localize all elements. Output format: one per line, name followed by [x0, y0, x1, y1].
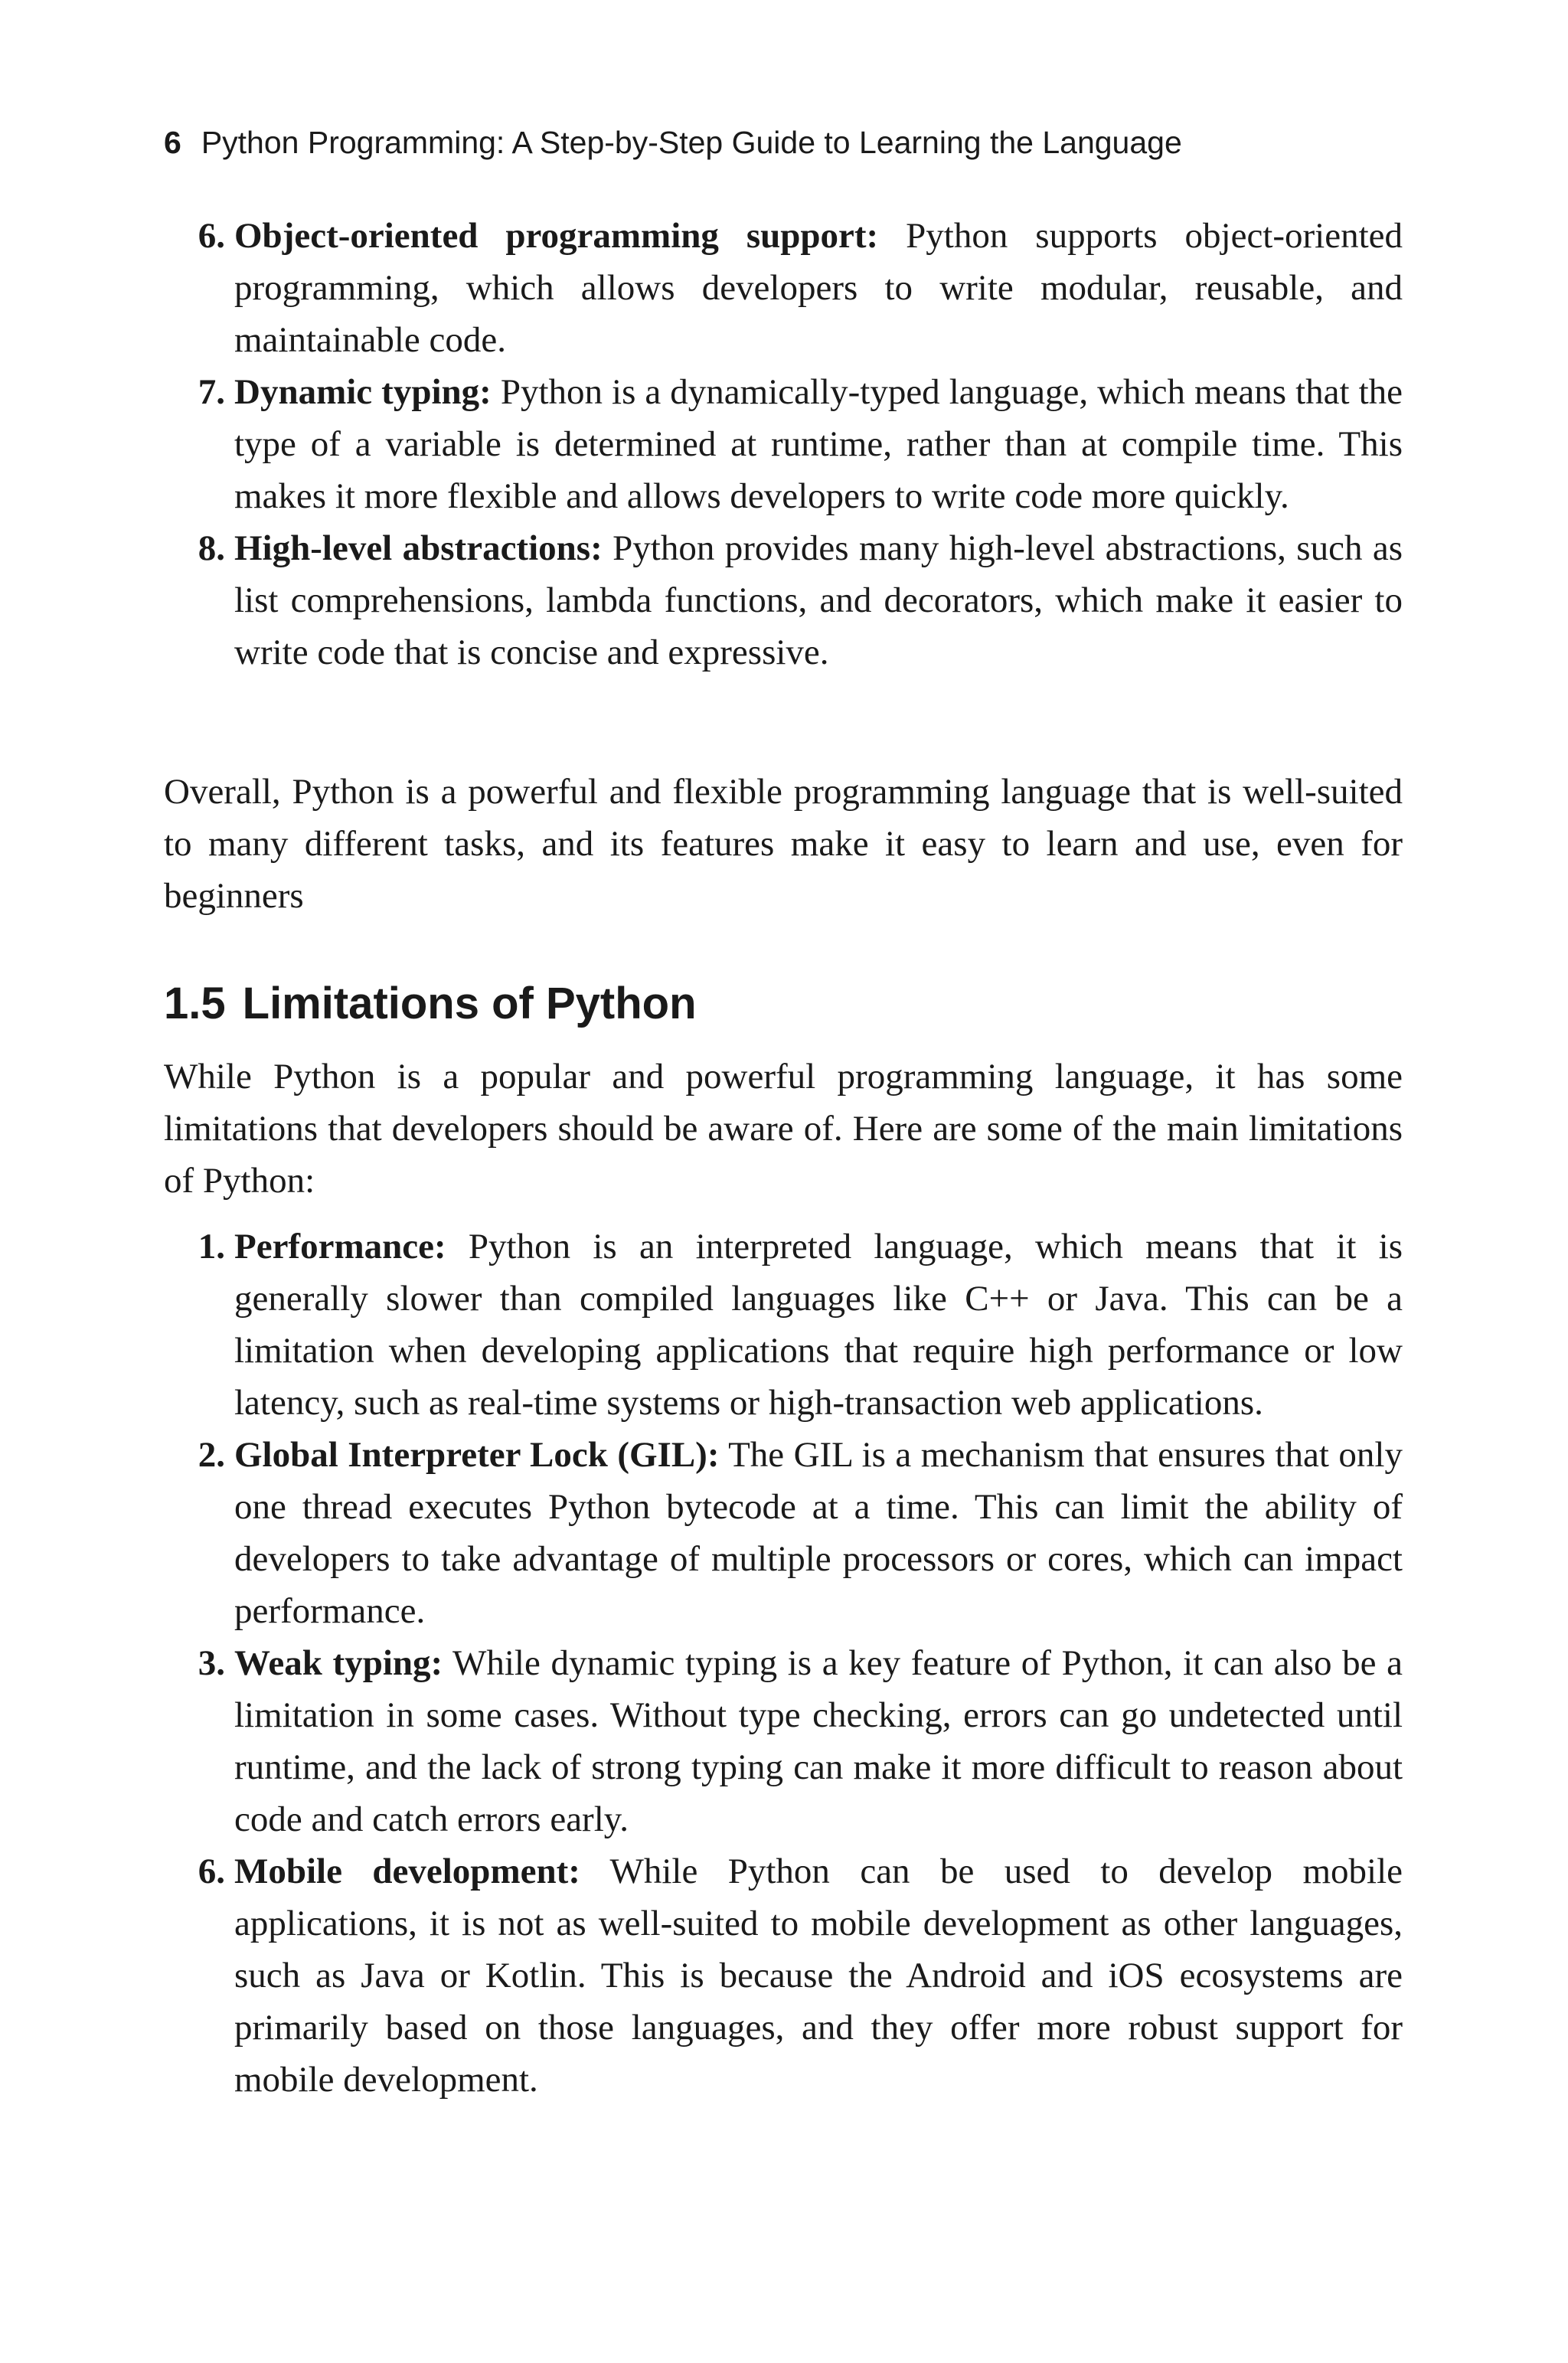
item-number: 3.	[198, 1643, 225, 1683]
limitations-list	[164, 1221, 1403, 2106]
list-item	[164, 210, 1403, 366]
item-term: High-level abstractions:	[234, 528, 603, 568]
item-text: Python is a dynamically-typed language, which means that the type of a variable is determined at runtime, rather than at compile time. This makes it more flexible and allows developers to write code more quickly.	[234, 372, 1403, 516]
item-text: The GIL is a mechanism that ensures that only one thread executes Python bytecode at a time. This can limit the ability of developers to take advantage of multiple processors or cores, which can impact performance.	[234, 1435, 1403, 1631]
item-number: 1.	[198, 1227, 225, 1266]
item-term: Performance:	[234, 1227, 446, 1266]
item-text: While dynamic typing is a key feature of Python, it can also be a limitation in some cases. Without type checking, errors can go undetected until runtime, and the lack of strong typing can make it more difficult to reason about code and catch errors early.	[234, 1643, 1403, 1839]
item-number: 6.	[198, 216, 225, 256]
item-term: Weak typing:	[234, 1643, 443, 1683]
overall-paragraph: Overall, Python is a powerful and flexible programming language that is well-suited to many different tasks, and its features make it easy to learn and use, even for beginners	[164, 772, 1403, 916]
item-text: While Python can be used to develop mobile applications, it is not as well-suited to mobile development as other languages, such as Java or Kotlin. This is because the Android and iOS ecosystems are primarily based on those languages, and they offer more robust support for mobile development.	[234, 1852, 1403, 2100]
running-header	[164, 121, 1182, 164]
item-number: 8.	[198, 528, 225, 568]
item-term: Global Interpreter Lock (GIL):	[234, 1435, 720, 1475]
item-text: Python provides many high-level abstractions, such as list comprehensions, lambda functions, and decorators, which make it easier to write code that is concise and expressive.	[234, 528, 1403, 672]
item-number: 6.	[198, 1852, 225, 1891]
page-number: 6	[164, 125, 181, 160]
section-title: Limitations of Python	[242, 979, 697, 1028]
item-term: Object-oriented programming support:	[234, 216, 879, 256]
list-item	[164, 1845, 1403, 2106]
item-number: 7.	[198, 372, 225, 412]
section-heading	[164, 976, 697, 1032]
list-item	[164, 1637, 1403, 1845]
item-term: Dynamic typing:	[234, 372, 492, 412]
section-number: 1.5	[164, 979, 226, 1028]
section-intro-paragraph: While Python is a popular and powerful programming language, it has some limitations that developers should be aware of. Here are some of the main limitations of Python:	[164, 1057, 1403, 1201]
list-item	[164, 1221, 1403, 1429]
features-list	[164, 210, 1403, 678]
item-number: 2.	[198, 1435, 225, 1475]
list-item	[164, 522, 1403, 678]
list-item	[164, 1429, 1403, 1637]
item-text: Python supports object-oriented programming, which allows developers to write modular, reusable, and maintainable code.	[234, 216, 1403, 360]
item-text: Python is an interpreted language, which means that it is generally slower than compiled languages like C++ or Java. This can be a limitation when developing applications that require high performance or low latency, such as real-time systems or high-transaction web applications.	[234, 1227, 1403, 1423]
running-title: Python Programming: A Step-by-Step Guide to Learning the Language	[201, 125, 1182, 160]
list-item	[164, 366, 1403, 522]
item-term: Mobile development:	[234, 1852, 580, 1891]
